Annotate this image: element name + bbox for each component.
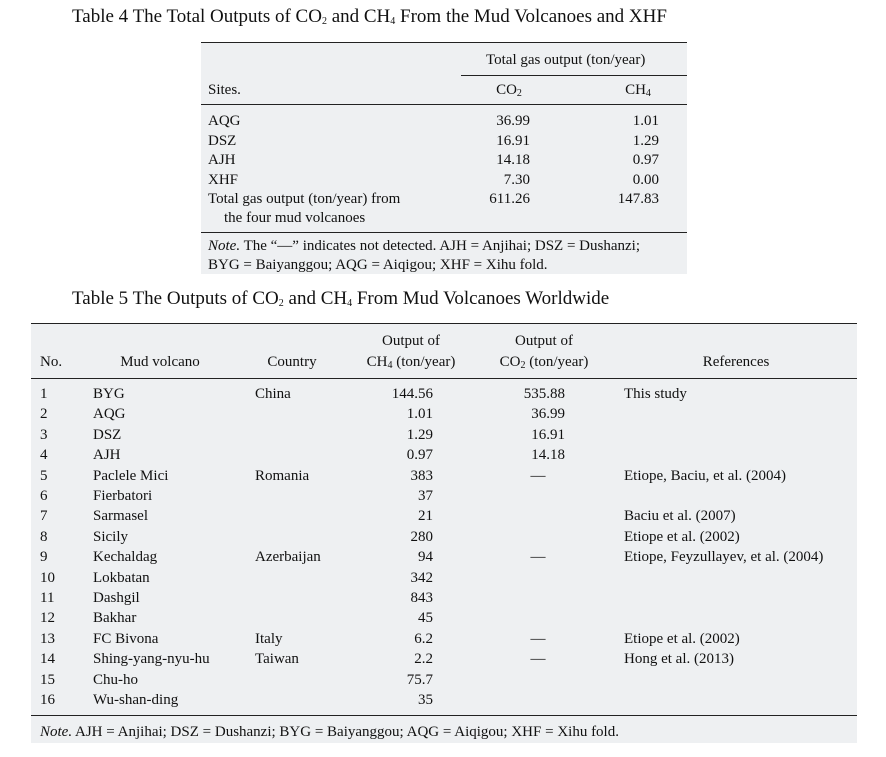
table5-ch4-cell: 280 <box>410 528 433 545</box>
table5-col-co2-line1: Output of <box>515 333 573 349</box>
table5-co2-cell: — <box>530 467 546 484</box>
table4-total-co2: 611.26 <box>489 191 530 207</box>
table5-ch4-cell: 75.7 <box>406 671 433 688</box>
table5-col-ch4-line1: Output of <box>382 333 440 349</box>
table5-no-cell: 6 <box>40 488 48 504</box>
table5-no-cell: 9 <box>40 549 48 566</box>
table5-country-cell: China <box>255 386 291 402</box>
table5-ch4-cell: 1.29 <box>406 426 433 443</box>
table4-col-ch4: $CH_4$ <box>625 82 651 99</box>
table5-ch4-cell: 35 <box>418 692 433 708</box>
table5-volcano-cell: Lokbatan <box>93 569 150 586</box>
table5-volcano-cell: Wu-shan-ding <box>93 692 179 708</box>
table5-no-cell: 13 <box>40 630 55 647</box>
table4-caption: Table 4 The Total Outputs of $CO_2$ and $CH_4$ From the Mud Volcanoes and XHF <box>72 6 667 27</box>
table5-ch4-cell: 45 <box>418 610 433 627</box>
table5-bottom-rule <box>31 715 857 716</box>
table5-col-ch4-line2: $CH_4$ (ton/year) <box>366 354 456 371</box>
table5-header-rule <box>31 378 857 379</box>
table5-no-cell: 16 <box>40 692 55 708</box>
table5-col-country: Country <box>267 354 317 370</box>
table5-no-cell: 8 <box>40 528 48 545</box>
table5-country-cell: Italy <box>255 630 283 647</box>
table4-total-label-2: the four mud volcanoes <box>224 210 366 226</box>
table5-co2-cell: 14.18 <box>531 447 565 464</box>
table5-reference-cell: Baciu et al. (2007) <box>624 508 736 525</box>
table5-volcano-cell: Fierbatori <box>93 488 153 504</box>
table4-group-rule <box>461 75 687 76</box>
table5-volcano-cell: FC Bivona <box>93 630 159 647</box>
table5-reference-cell: This study <box>624 386 687 402</box>
table5-col-no: No. <box>40 354 63 370</box>
table4-ch4-cell: 1.01 <box>632 113 659 129</box>
table5-no-cell: 7 <box>40 508 48 525</box>
table5-no-cell: 3 <box>40 426 48 443</box>
table5-country-cell: Azerbaijan <box>255 549 321 566</box>
table5-volcano-cell: Bakhar <box>93 610 137 627</box>
table5-top-rule <box>31 323 857 324</box>
table4-site-cell: XHF <box>208 171 239 188</box>
table5-co2-cell: — <box>530 630 546 647</box>
table4-ch4-cell: 1.29 <box>632 132 659 149</box>
table5-no-cell: 1 <box>40 386 48 402</box>
table4-site-cell: AJH <box>208 152 236 168</box>
table4-note: Note. The “—” indicates not detected. AJH = Anjihai; DSZ = Dushanzi; BYG = Baiyanggou; AQG = Aiqigou; XHF = Xihu fold. <box>208 238 640 273</box>
table5-co2-cell: — <box>530 651 546 668</box>
table5-co2-cell: — <box>530 549 546 566</box>
table5-volcano-cell: Sarmasel <box>93 508 148 525</box>
table5-country-cell: Taiwan <box>255 651 299 668</box>
table4-group-header: Total gas output (ton/year) <box>486 52 646 68</box>
table5-volcano-cell: BYG <box>93 386 125 402</box>
table5-no-cell: 12 <box>40 610 55 627</box>
table5-ch4-cell: 37 <box>418 488 433 504</box>
table5-ch4-cell: 144.56 <box>391 386 433 402</box>
table4-co2-cell: 7.30 <box>503 171 530 188</box>
table5-ch4-cell: 94 <box>418 549 433 566</box>
table5-no-cell: 2 <box>40 406 48 423</box>
table4-total-ch4: 147.83 <box>617 191 659 207</box>
table5-reference-cell: Etiope, Baciu, et al. (2004) <box>624 467 787 484</box>
table5-no-cell: 11 <box>40 590 55 606</box>
table5-ch4-cell: 342 <box>410 569 433 586</box>
table4-co2-cell: 16.91 <box>496 132 530 149</box>
table5-volcano-cell: AQG <box>93 406 126 423</box>
table5-volcano-cell: Dashgil <box>93 590 140 606</box>
table5-co2-cell: 16.91 <box>531 426 565 443</box>
table5-volcano-cell: Sicily <box>93 528 129 545</box>
table5-ch4-cell: 6.2 <box>414 630 433 647</box>
table4 <box>201 42 687 274</box>
table5-reference-cell: Hong et al. (2013) <box>624 651 734 668</box>
table5-col-references: References <box>702 354 770 370</box>
table4-top-rule <box>201 42 687 43</box>
table5-ch4-cell: 1.01 <box>406 406 433 423</box>
table4-total-label-1: Total gas output (ton/year) from <box>208 191 401 207</box>
table5-country-cell: Romania <box>255 467 310 484</box>
table4-site-cell: DSZ <box>208 132 237 149</box>
table4-ch4-cell: 0.97 <box>632 152 659 168</box>
table5-reference-cell: Etiope, Feyzullayev, et al. (2004) <box>624 549 824 566</box>
table4-bottom-rule <box>201 232 687 233</box>
table5-no-cell: 4 <box>40 447 48 464</box>
table5-col-co2-line2: $CO_2$ (ton/year) <box>499 354 589 371</box>
table4-site-cell: AQG <box>208 113 241 129</box>
table5-volcano-cell: AJH <box>93 447 121 464</box>
table4-co2-cell: 36.99 <box>496 113 530 129</box>
table5-caption: Table 5 The Outputs of $CO_2$ and $CH_4$ From Mud Volcanoes Worldwide <box>72 288 610 309</box>
table5-volcano-cell: DSZ <box>93 426 122 443</box>
table5-co2-cell: 535.88 <box>523 386 565 402</box>
table4-col-co2: $CO_2$ <box>496 82 522 99</box>
table5-volcano-cell: Paclele Mici <box>93 467 169 484</box>
table5-no-cell: 10 <box>40 569 55 586</box>
table4-ch4-cell: 0.00 <box>632 171 659 188</box>
table5-reference-cell: Etiope et al. (2002) <box>624 630 740 647</box>
table5-ch4-cell: 0.97 <box>406 447 433 464</box>
table5-ch4-cell: 843 <box>410 590 433 606</box>
table5-volcano-cell: Chu-ho <box>93 671 138 688</box>
table5-co2-cell: 36.99 <box>531 406 565 423</box>
table5-ch4-cell: 383 <box>410 467 433 484</box>
table5-no-cell: 14 <box>40 651 55 668</box>
table4-col-sites: Sites. <box>208 82 241 98</box>
table5-volcano-cell: Kechaldag <box>93 549 158 566</box>
table5-ch4-cell: 21 <box>418 508 433 525</box>
table5-no-cell: 15 <box>40 671 55 688</box>
table5-col-volcano: Mud volcano <box>120 354 200 370</box>
table5 <box>31 323 857 743</box>
table5-reference-cell: Etiope et al. (2002) <box>624 528 740 545</box>
table4-header-rule <box>201 104 687 105</box>
table5-note: Note. AJH = Anjihai; DSZ = Dushanzi; BYG = Baiyanggou; AQG = Aiqigou; XHF = Xihu fold. <box>40 724 619 740</box>
table4-co2-cell: 14.18 <box>496 152 530 168</box>
table5-volcano-cell: Shing-yang-nyu-hu <box>93 651 210 668</box>
table5-no-cell: 5 <box>40 467 48 484</box>
table5-ch4-cell: 2.2 <box>414 651 433 668</box>
